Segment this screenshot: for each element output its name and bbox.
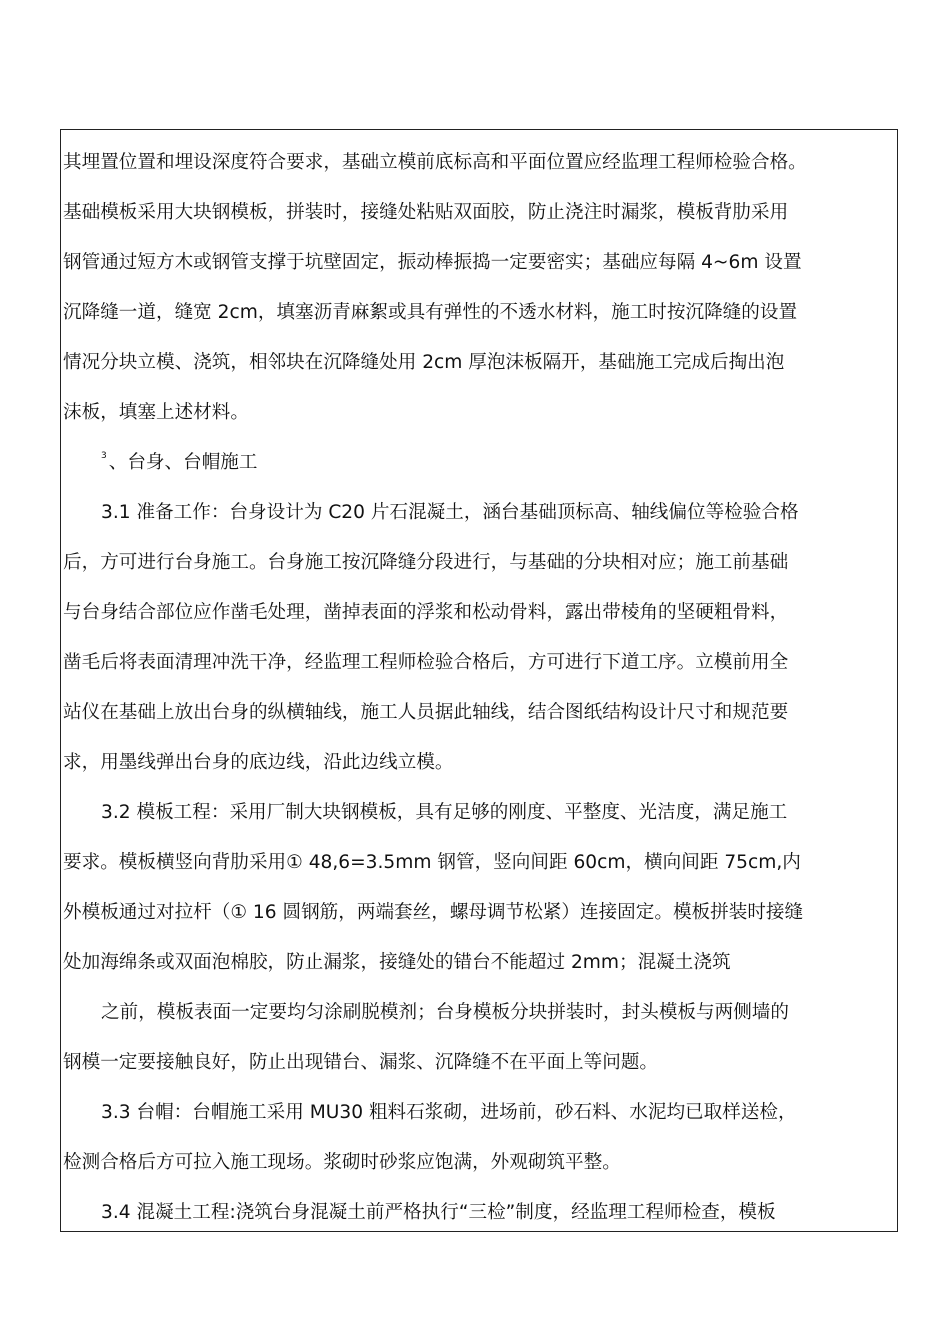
paragraph-first-line: 3.2 模板工程：采用厂制大块钢模板，具有足够的刚度、平整度、光洁度，满足施工 [101,802,788,823]
text-line: 其埋置位置和埋设深度符合要求，基础立模前底标高和平面位置应经监理工程师检验合格。 [63,152,807,173]
text-line: 求，用墨线弹出台身的底边线，沿此边线立模。 [63,752,454,773]
paragraph-first-line: 3.3 台帽：台帽施工采用 MU30 粗料石浆砌，进场前，砂石料、水泥均已取样送检， [101,1102,797,1123]
text-line: 处加海绵条或双面泡棉胶，防止漏浆，接缝处的错台不能超过 2mm；混凝土浇筑 [63,952,731,973]
text-line: 基础模板采用大块钢模板，拼装时，接缝处粘贴双面胶，防止浇注时漏浆，模板背肋采用 [63,202,789,223]
text-line: 凿毛后将表面清理冲洗干净，经监理工程师检验合格后，方可进行下道工序。立模前用全 [63,652,789,673]
paragraph-first-line: 3.1 准备工作：台身设计为 C20 片石混凝土，涵台基础顶标高、轴线偏位等检验合格 [101,502,799,523]
text-line: 后，方可进行台身施工。台身施工按沉降缝分段进行，与基础的分块相对应；施工前基础 [63,552,789,573]
text-line: 与台身结合部位应作凿毛处理，凿掉表面的浮浆和松动骨料，露出带棱角的坚硬粗骨料， [63,602,789,623]
text-line: 钢模一定要接触良好，防止出现错台、漏浆、沉降缝不在平面上等问题。 [63,1052,659,1073]
section-heading-text: 、台身、台帽施工 [108,452,258,473]
text-line: 要求。模板横竖向背肋采用① 48,6=3.5mm 钢管，竖向间距 60cm，横向间距 75cm,内 [63,852,801,873]
text-line: 钢管通过短方木或钢管支撑于坑壁固定，振动棒振捣一定要密实；基础应每隔 4~6m 设置 [63,252,802,273]
text-line: 沫板，填塞上述材料。 [63,402,249,423]
text-line: 外模板通过对拉杆（① 16 圆钢筋，两端套丝，螺母调节松紧）连接固定。模板拼装时接缝 [63,902,804,923]
section-heading [101,448,897,478]
document-frame [60,129,898,1232]
paragraph-first-line: 之前，模板表面一定要均匀涂刷脱模剂；台身模板分块拼装时，封头模板与两侧墙的 [101,1002,789,1023]
text-line: 沉降缝一道，缝宽 2cm，填塞沥青麻絮或具有弹性的不透水材料，施工时按沉降缝的设置 [63,302,798,323]
text-line: 检测合格后方可拉入施工现场。浆砌时砂浆应饱满，外观砌筑平整。 [63,1152,621,1173]
text-line: 情况分块立模、浇筑，相邻块在沉降缝处用 2cm 厚泡沫板隔开，基础施工完成后掏出泡 [63,352,785,373]
section-number: 3 [101,451,107,461]
paragraph-first-line: 3.4 混凝土工程:浇筑台身混凝土前严格执行“三检”制度，经监理工程师检查，模板 [101,1202,776,1223]
text-line: 站仪在基础上放出台身的纵横轴线，施工人员据此轴线，结合图纸结构设计尺寸和规范要 [63,702,789,723]
